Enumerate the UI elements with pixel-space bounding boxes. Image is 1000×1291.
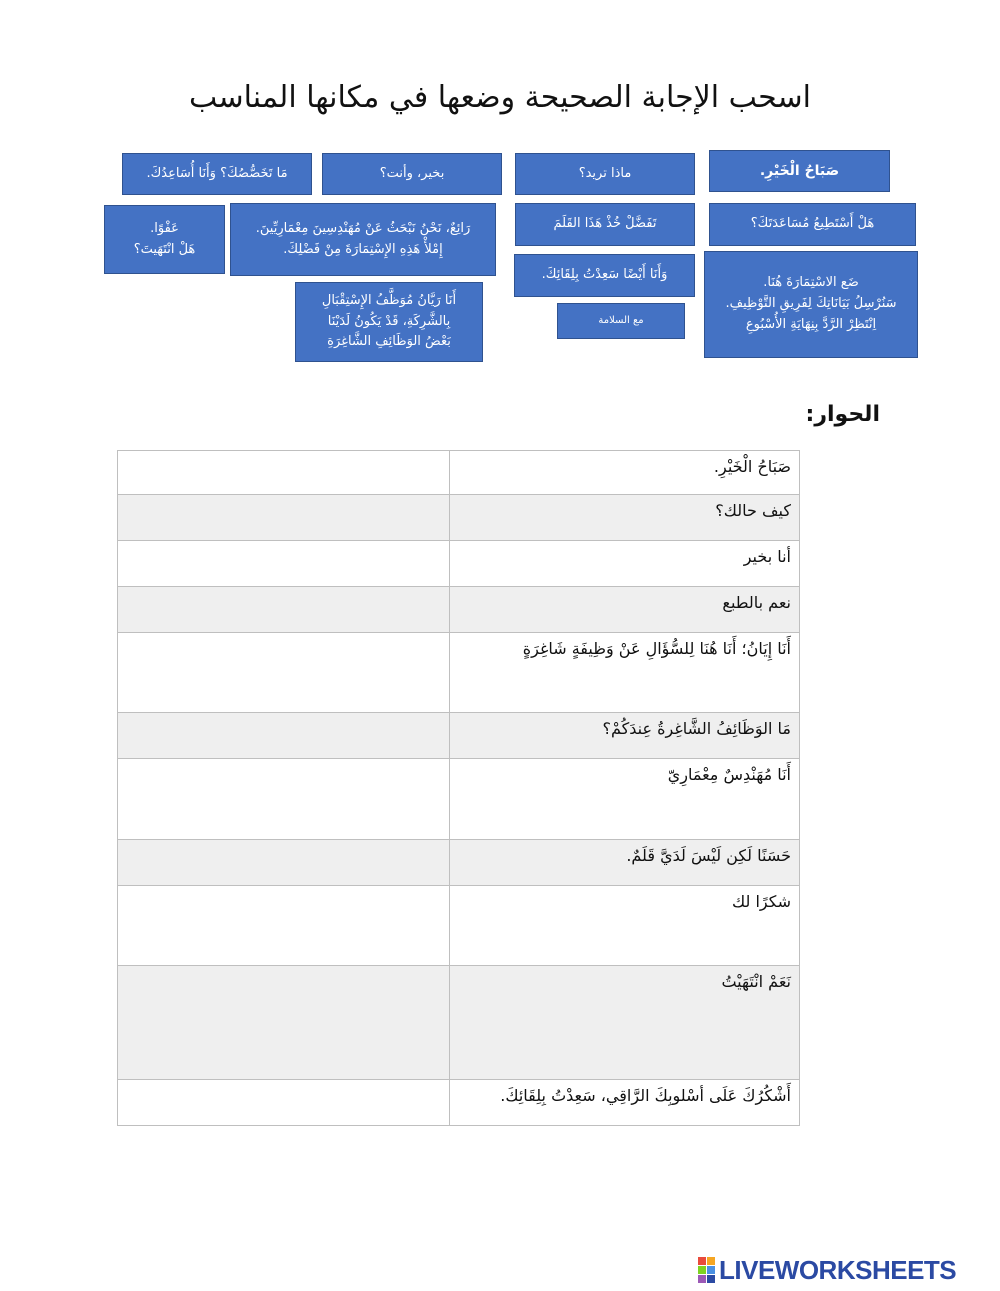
answer-drop-zone[interactable] <box>118 713 450 759</box>
dialog-line: كيف حالك؟ <box>450 495 800 541</box>
answer-card-line: رَائِعٌ، نَحْنُ نَبْحَثُ عَنْ مُهَنْدِسِينَ مِعْمَارِيِّينَ. <box>255 220 471 236</box>
dialog-row <box>118 886 800 966</box>
dialog-line: أنا بخير <box>450 541 800 587</box>
dialog-row <box>118 541 800 587</box>
answer-card-fine[interactable] <box>322 153 502 195</box>
instruction-title: اسحب الإجابة الصحيحة وضعها في مكانها المناسب <box>189 80 811 115</box>
answer-card-line: هَلْ انْتَهَيتَ؟ <box>133 241 196 257</box>
dialog-line: نعم بالطبع <box>450 587 800 633</box>
answer-card-great[interactable] <box>230 203 496 276</box>
liveworksheets-mark-icon <box>698 1257 715 1283</box>
answer-card-morning[interactable] <box>709 150 890 192</box>
answer-card-line: أَنَا رَيَّانُ مُوَظَّفُ الإِسْتِقْبَالِ <box>321 292 457 308</box>
answer-drop-zone[interactable] <box>118 886 450 966</box>
answer-card-line: مَا تَخَصُّصُكَ؟ وَأَنَا أُسَاعِدُكَ. <box>146 165 288 181</box>
answer-drop-zone[interactable] <box>118 633 450 713</box>
answer-card-line: اِنْتَظِرْ الرَّدَّ بِنِهَايَةِ الأُسْبُوعِ <box>745 316 877 332</box>
dialog-line: نَعَمْ انْتَهَيْتُ <box>450 966 800 1080</box>
dialog-row <box>118 587 800 633</box>
dialog-line: شكرًا لك <box>450 886 800 966</box>
answer-card-line: ماذا تريد؟ <box>578 165 632 181</box>
answer-drop-zone[interactable] <box>118 759 450 840</box>
dialog-line: أَنَا مُهَنْدِسٌ مِعْمَارِيّ <box>450 759 800 840</box>
dialog-label: الحوار: <box>805 402 880 427</box>
answer-card-rayan[interactable] <box>295 282 483 362</box>
answer-card-line: هَلْ أَسْتَطِيعُ مُسَاعَدَتَكَ؟ <box>750 216 875 232</box>
answer-drop-zone[interactable] <box>118 451 450 495</box>
answer-card-form[interactable] <box>704 251 918 358</box>
dialog-line: حَسَنًا لَكِن لَيْسَ لَدَيَّ قَلَمٌ. <box>450 840 800 886</box>
answer-card-want[interactable] <box>515 153 695 195</box>
answer-card-line: بَعْضُ الوَظَائِفِ الشَّاغِرَةِ <box>327 334 451 350</box>
dialog-row <box>118 495 800 541</box>
brand-name: LIVEWORKSHEETS <box>719 1254 957 1285</box>
dialog-row <box>118 759 800 840</box>
dialog-line: أَشْكُرُكَ عَلَى أسْلوبِكَ الرَّاقِي، سَعِدْتُ بِلِقَائِكَ. <box>450 1080 800 1126</box>
dialog-line: صَبَاحُ الْخَيْرِ. <box>450 451 800 495</box>
answer-card-line: صَبَاحُ الْخَيْرِ. <box>759 162 840 179</box>
answer-card-line: بخير، وأنت؟ <box>379 165 445 181</box>
dialog-line: أَنَا إِيَانُ؛ أَنَا هُنَا لِلسُّؤَالِ عَنْ وَظِيفَةٍ شَاغِرَةٍ <box>450 633 800 713</box>
answer-card-line: سَنُرْسِلُ بَيَانَاتِكَ لِفَرِيقِ التَّوْظِيفِ. <box>725 296 897 312</box>
dialog-line: مَا الوَظَائِفُ الشَّاغِرةُ عِندَكُمْ؟ <box>450 713 800 759</box>
answer-card-help[interactable] <box>709 203 916 246</box>
dialog-row <box>118 966 800 1080</box>
dialog-table <box>117 450 800 1126</box>
answer-card-line: وَأَنَا أَيْضًا سَعِدْتُ بِلِقَائِكَ. <box>541 267 668 283</box>
dialog-row <box>118 713 800 759</box>
answer-card-line: بِالشَّرِكَةِ، قَدْ يَكُونُ لَدَيْنَا <box>327 313 451 329</box>
answer-card-met[interactable] <box>514 254 695 297</box>
dialog-row <box>118 840 800 886</box>
answer-card-pen[interactable] <box>515 203 695 246</box>
dialog-row <box>118 451 800 495</box>
answer-drop-zone[interactable] <box>118 541 450 587</box>
answer-card-welcome[interactable] <box>104 205 225 274</box>
answer-card-line: تَفَضَّلْ خُذْ هَذَا القَلَمَ <box>553 216 657 232</box>
liveworksheets-logo <box>698 1255 956 1285</box>
answer-drop-zone[interactable] <box>118 840 450 886</box>
answer-drop-zone[interactable] <box>118 495 450 541</box>
answer-drop-zone[interactable] <box>118 1080 450 1126</box>
dialog-row <box>118 633 800 713</box>
answer-card-line: مع السلامة <box>598 315 644 326</box>
dialog-row <box>118 1080 800 1126</box>
answer-drop-zone[interactable] <box>118 966 450 1080</box>
answer-card-specialty[interactable] <box>122 153 312 195</box>
answer-drop-zone[interactable] <box>118 587 450 633</box>
answer-card-line: ضَع الاسْتِمَارَةَ هُنَا. <box>763 275 859 291</box>
answer-card-line: عَفْوًا. <box>150 220 179 236</box>
answer-card-line: إِمْلأْ هَذِهِ الإِسْتِمَارَةَ مِنْ فَضْلِكَ. <box>283 241 443 257</box>
answer-card-bye[interactable] <box>557 303 685 339</box>
